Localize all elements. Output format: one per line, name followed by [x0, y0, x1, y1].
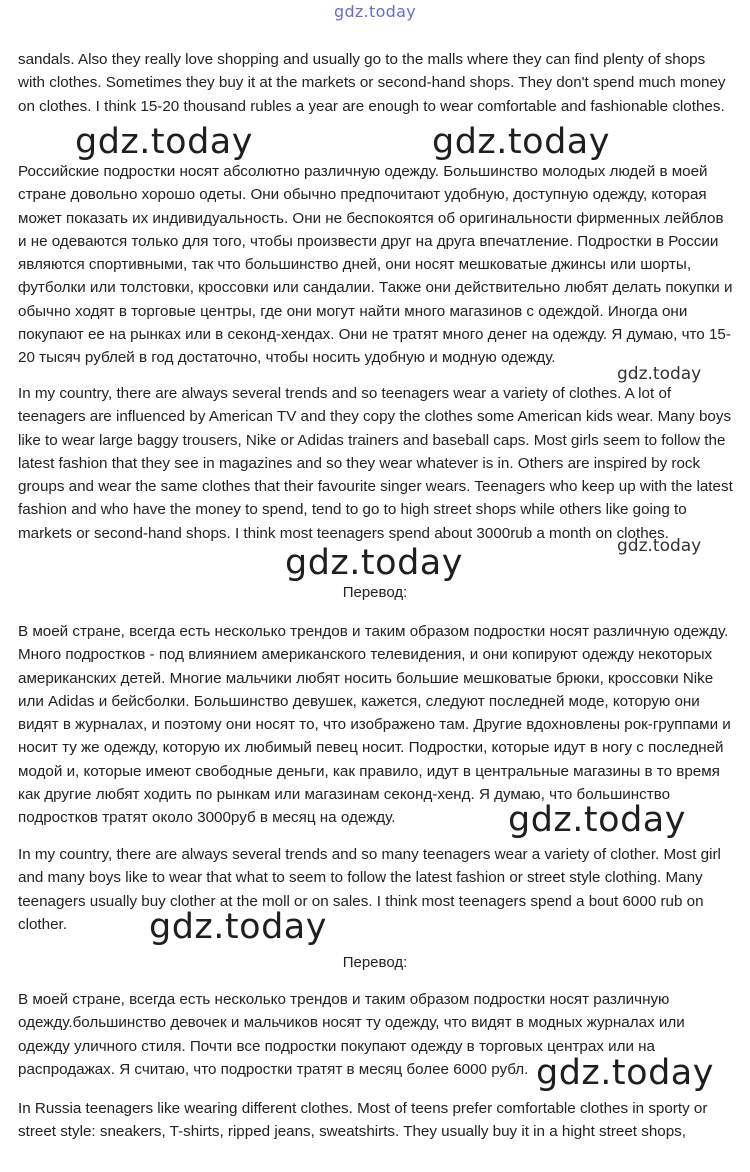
- paragraph-russian-1: Российские подростки носят абсолютно различную одежду. Большинство молодых людей в моей стране довольно хорошо одеты. Они обычно предпочитают удобную, доступную одежду, которая может показать их индивидуальность. Они не беспокоятся об оригинальности фирменных лейблов и не одеваются только для того, чтобы произвести друг на друга впечатление. Подростки в России являются спортивными, так что большинство дней, они носят мешковатые джинсы или шорты, футболки или толстовки, кроссовки или сандалии. Также они действительно любят делать покупки и обычно ходят в торговые центры, где они могут найти много магазинов с одеждой. Иногда они покупают ее на рынках или в секонд-хендах. Они не тратят много денег на одежду. Я думаю, что 15-20 тысяч рублей в год достаточно, чтобы носить удобную и модную одежду.: [18, 163, 733, 367]
- translation-label-1: Перевод:: [342, 584, 408, 601]
- watermark: gdz.today: [617, 536, 702, 556]
- watermark: gdz.today: [149, 907, 327, 947]
- translation-label-2: Перевод:: [342, 954, 408, 971]
- watermark: gdz.today: [508, 800, 686, 840]
- paragraph-english-1: sandals. Also they really love shopping and usually go to the malls where they can find plenty of shops with clothes. Sometimes they buy it at the markets or second-hand shops. They don't spend much money on clothes. I think 15-20 thousand rubles a year are enough to wear comfortable and fashionable clothes.: [18, 51, 726, 115]
- paragraph-russian-3: В моей стране, всегда есть несколько трендов и таким образом подростки носят различную одежду.большинство девочек и мальчиков носят ту одежду, что видят в модных журналах или одежду уличного стиля. Почти все подростки покупают одежду в торговых центрах или на распродажах. Я считаю, что подростки тратят в месяц более 6000 рубл.: [18, 991, 685, 1078]
- watermark: gdz.today: [536, 1053, 714, 1093]
- paragraph-russian-2: В моей стране, всегда есть несколько трендов и таким образом подростки носят различную одежду. Много подростков - под влиянием американского телевидения, и они копируют одежду некоторых американских детей. Многие мальчики любят носить большие мешковатые брюки, кроссовки Nike или Adidas и бейсболки. Большинство девушек, кажется, следуют последней моде, которую они видят в журналах, и поэтому они носят то, что изображено там. Другие вдохновлены рок-группами и носит ту же одежду, которую их любимый певец носит. Подростки, которые идут в ногу с последней модой и, которые имеют свободные деньги, как правило, идут в центральные магазины в то время как другие любят ходить по рынкам или магазинам секонд-хенд. Я думаю, что большинство подростков тратят около 3000руб в месяц на одежду.: [18, 623, 731, 827]
- site-header-logo[interactable]: gdz.today: [334, 2, 416, 21]
- paragraph-english-4: In Russia teenagers like wearing different clothes. Most of teens prefer comfortable clothes in sporty or street style: sneakers, T-shirts, ripped jeans, sweatshirts. They usually buy it in a hight street shops,: [18, 1100, 708, 1141]
- watermark: gdz.today: [617, 364, 702, 384]
- paragraph-english-3: In my country, there are always several trends and so many teenagers wear a variety of clother. Most girl and many boys like to wear that what to seem to follow the latest fashion or street style clothing. Many teenagers usually buy clother at the moll or on sales. I think most teenagers spend a bout 6000 rub on clother.: [18, 846, 721, 933]
- watermark: gdz.today: [75, 122, 253, 162]
- watermark: gdz.today: [432, 122, 610, 162]
- paragraph-english-2: In my country, there are always several trends and so teenagers wear a variety of clothes. A lot of teenagers are influenced by American TV and they copy the clothes some American kids wear. Many boys like to wear large baggy trousers, Nike or Adidas trainers and baseball caps. Most girls seem to follow the latest fashion that they see in magazines and so they wear whatever is in. Others are inspired by rock groups and wear the same clothes that their favourite singer wears. Teenagers who keep up with the latest fashion and who have the money to spend, tend to go to high street shops while others like going to markets or second-hand shops. I think most teenagers spend about 3000rub a month on clothes.: [18, 385, 733, 542]
- watermark: gdz.today: [285, 543, 463, 583]
